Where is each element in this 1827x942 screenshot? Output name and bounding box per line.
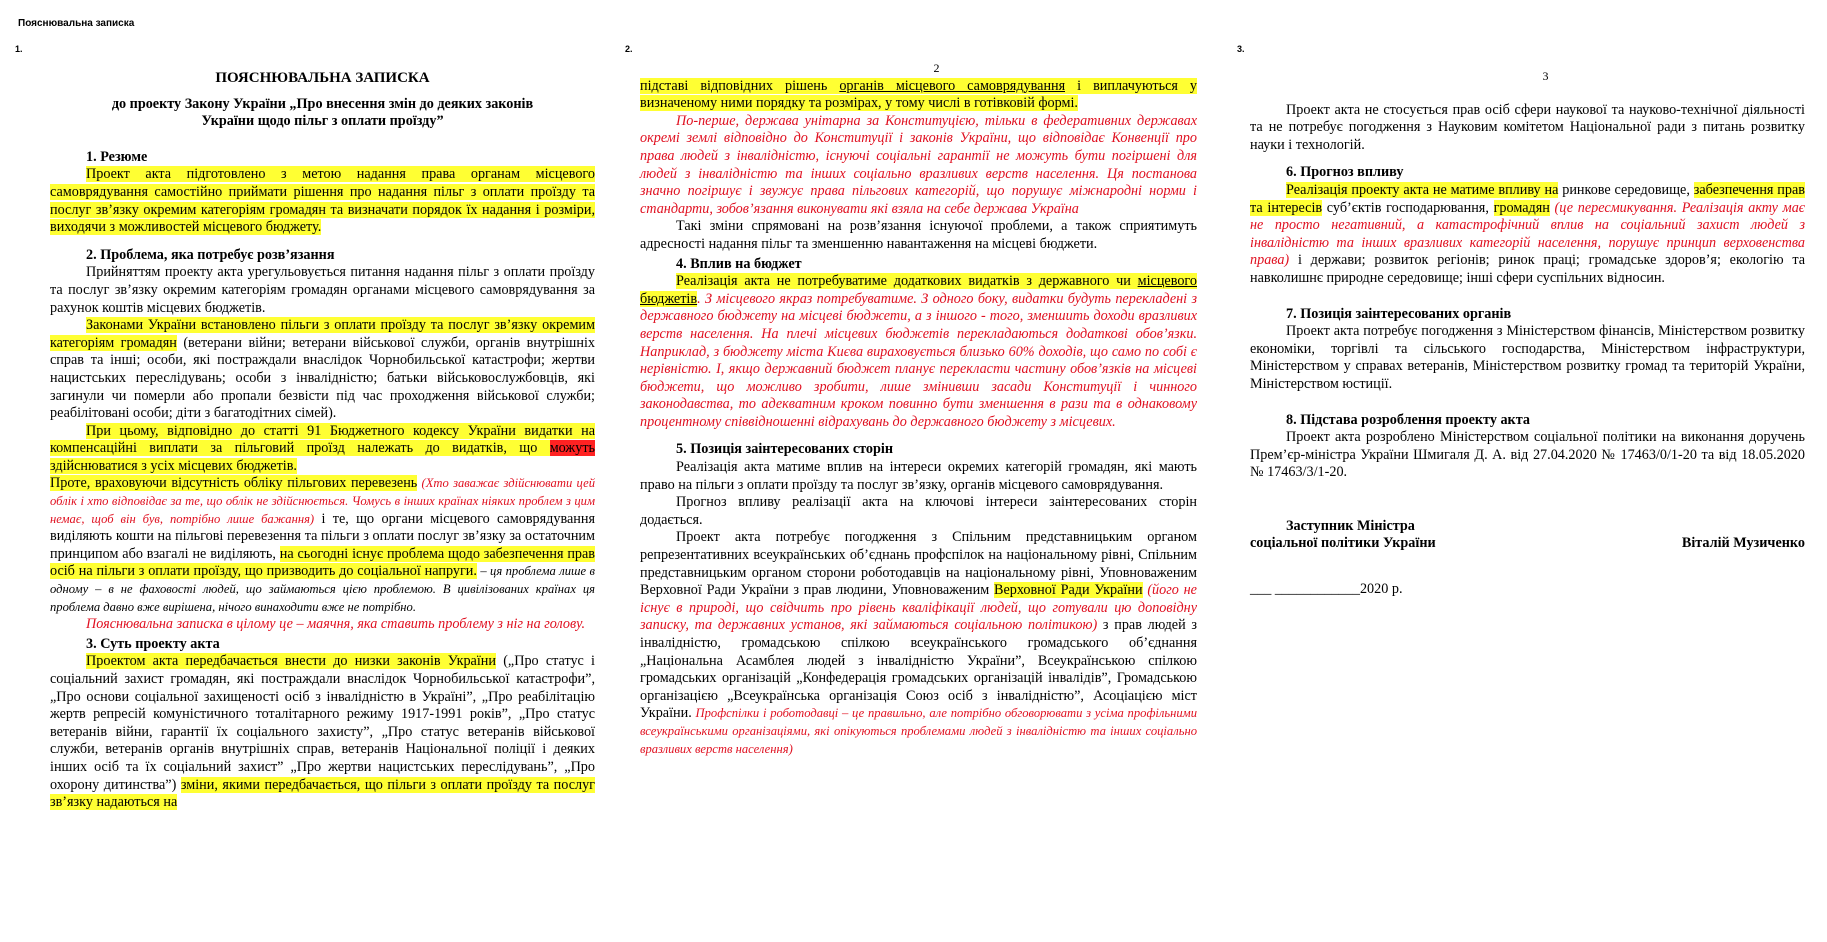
section-heading: 3. Суть проекту акта: [86, 635, 220, 652]
paragraph: Проект акта потребує погодження з Міністерством фінансів, Міністерством розвитку економіки, торгівлі та сільського господарства, Міністерством інфраструктури, Міністерством у справах ветеранів, Міністерством розвитку громад та територій України, Міністерством юстиції.: [1250, 323, 1805, 392]
page-number: 3: [1542, 69, 1549, 83]
signatory-name: Віталій Музиченко: [1681, 535, 1805, 552]
page-3: [1250, 68, 1805, 599]
paragraph: Такі зміни спрямовані на розв’язання існуючої проблеми, а також сприятимуть адресності надання пільг та зменшенню навантаження на місцеві бюджети.: [640, 218, 1197, 252]
page-1: [50, 70, 595, 812]
paragraph: Проект акта розроблено Міністерством соціальної політики на виконання доручень Прем’єр-міністра України Шмигаля Д. А. від 27.04.2020 № 17463/0/1-20 та від 18.05.2020 № 17463/3/1-20.: [1250, 429, 1805, 481]
document-title: Пояснювальна записка: [18, 18, 135, 29]
section-heading: 2. Проблема, яка потребує розв’язання: [86, 246, 335, 263]
signature-title: Заступник Міністра: [1286, 517, 1415, 534]
signature-row: [1250, 535, 1805, 553]
section-heading: 6. Прогноз впливу: [1286, 164, 1404, 181]
paragraph: Прогноз впливу реалізації акта на ключові інтереси заінтересованих сторін додається.: [640, 494, 1197, 528]
page-marker-2: 2.: [625, 44, 633, 54]
date-line: ___ ____________2020 р.: [1250, 581, 1403, 598]
comment-note: По-перше, держава унітарна за Конституцією, тільки в федеративних державах окремі землі відповідно до Конституції і законів України, що відповідає Конвенції про права людей з інвалідністю, існуючі соціальні гарантії не можуть бути погіршені для людей з інвалідністю та інших соціально вразливих верств населення. Ця постанова значно погіршує і звужує права пільгових категорій, що порушує міжнародні норми і стандарти, зобов’язання виконувати які взяла на себе держава Україна: [640, 112, 1197, 217]
signature-position: соціальної політики України: [1250, 535, 1436, 552]
section-heading: 5. Позиція заінтересованих сторін: [676, 441, 894, 458]
page-2: [640, 60, 1197, 758]
paragraph: Прийняттям проекту акта урегульовується питання надання пільг з оплати проїзду та послуг зв’язку окремим категоріям громадян органами місцевого самоврядування за рахунок коштів місцевих бюджетів.: [50, 264, 595, 316]
page-title: ПОЯСНЮВАЛЬНА ЗАПИСКА: [215, 70, 430, 86]
page-marker-3: 3.: [1237, 44, 1245, 54]
paragraph: Реалізація проекту акта не матиме впливу на ринкове середовище, забезпечення прав та інтересів суб’єктів господарювання, громадян (це пересмикування. Реалізація акту має не просто негативний, а катастрофічний вплив на соціальний захист людей з інвалідністю та інших вразливих категорій населення, порушує принцип верховенства права) і держави; розвиток регіонів; ринок праці; громадське здоров’я; екологію та навколишнє природне середовище; інші сфери суспільних відносин.: [1250, 181, 1805, 286]
page-subtitle: до проекту Закону України „Про внесення змін до деяких законів України щодо пільг з оплати проїзду”: [111, 95, 534, 130]
paragraph: Реалізація акта матиме вплив на інтереси окремих категорій громадян, які мають право на пільги з оплати проїзду та послуг зв’язку, органів місцевого самоврядування.: [640, 459, 1197, 493]
paragraph: Реалізація акта не потребуватиме додаткових видатків з державного чи місцевого бюджетів. З місцевого якраз потребуватиме. З одного боку, видатки будуть перекладені з державного бюджету на місцеві бюджети, а з іншого - того, зменшить доходи вразливих верств населення. На плечі місцевих бюджетів перекладаються додаткові обов’язки. Наприклад, з бюджету міста Києва вираховується близько 60% доходів, що само по собі є нерівністю. І, якщо державний бюджет планує перекласти частину обов’язків на місцеві бюджети, що можливо зробити, лише змінивши засади Конституції і чинного законодавства, то адекватним кроком повинно бути зменшення в рази та в однаковому процентному співвідношенні відрахувань до державного бюджету з місцевих.: [640, 273, 1197, 430]
comment-note: Пояснювальна записка в цілому це – маячня, яка ставить проблему з ніг на голову.: [86, 616, 586, 633]
paragraph: Проект акта не стосується прав осіб сфери наукової та науково-технічної діяльності та не потребує погодження з Науковим комітетом Національної ради з питань розвитку науки і технологій.: [1250, 101, 1805, 153]
section-heading: 8. Підстава розроблення проекту акта: [1286, 411, 1530, 428]
paragraph: Законами України встановлено пільги з оплати проїзду та послуг зв’язку окремим категоріям громадян (ветерани війни; ветерани військової служби, органів внутрішніх справ та інші; особи, які постраждали внаслідок Чорнобильської катастрофи; жертви нацистських переслідувань; особи з інвалідністю; батьки військовослужбовців, які загинули чи померли або пропали безвісти під час проходження військової служби; реабілітовані особи; діти з багатодітних сімей).: [50, 317, 595, 422]
paragraph: Проект акта підготовлено з метою надання права органам місцевого самоврядування самостійно приймати рішення про надання пільг з оплати проїзду та послуг зв’язку окремим категоріям громадян та визначати порядок їх надання і розміри, виходячи з можливостей місцевого бюджету.: [50, 166, 595, 236]
page-marker-1: 1.: [15, 44, 23, 54]
section-heading: 1. Резюме: [86, 148, 148, 165]
paragraph: Проект акта потребує погодження з Спільним представницьким органом репрезентативних всеукраїнських об’єднань профспілок на національному рівні, Спільним представницьким органом сторони роботодавців на національному рівні, Уповноваженим Верховної Ради України з прав людини, Уповноваженим Верховної Ради України (його не існує в природі, що свідчить про рівень кваліфікації людей, що готували цю доповідну записку, та державних установ, які займаються соціальною політикою) з прав людей з інвалідністю, громадською спілкою всеукраїнського громадського об’єднання „Національна Асамблея людей з інвалідністю України”, Всеукраїнською спілкою громадських організацій „Конфедерація громадських організацій інвалідів”, Громадською організацією „Всеукраїнська організація Союз осіб з інвалідністю”, Асоціацією міст України. Профспілки і роботодавці – це правильно, але потрібно обговорювати з усіма профільними всеукраїнськими організаціями, які опікуються проблемами людей з інвалідністю та інших соціально вразливих верств населення): [640, 529, 1197, 756]
paragraph: При цьому, відповідно до статті 91 Бюджетного кодексу України видатки на компенсаційні виплати за пільговий проїзд належать до видатків, що можуть здійснюватися з усіх місцевих бюджетів.: [50, 422, 595, 474]
paragraph: підставі відповідних рішень органів місцевого самоврядування і виплачуються у визначеному ними порядку та розмірах, у тому числі в готівковій формі.: [640, 77, 1197, 112]
page-number: 2: [933, 61, 940, 75]
paragraph: Проте, враховуючи відсутність обліку пільгових перевезень (Хто заважає здійснювати цей облік і хто відповідає за те, що облік не здійснюється. Чомусь в інших країнах ніяких проблем з цим немає, щоб він був, потрібно лише бажання) і те, що органи місцевого самоврядування виділяють кошти на пільгові перевезення та пільги з оплати послуг зв’язку за остаточним принципом або взагалі не виділяють, на сьогодні існує проблема щодо забезпечення прав осіб на пільги з оплати проїзду, що призводить до соціальної напруги. – ця проблема лише в одному – в не фаховості людей, що займаються цією проблемою. В цивілізованих країнах ця проблема давно вже вирішена, нічого винаходити вже не потрібно.: [50, 475, 595, 614]
paragraph: Проектом акта передбачається внести до низки законів України („Про статус і соціальний захист громадян, які постраждали внаслідок Чорнобильської катастрофи”, „Про основи соціальної захищеності осіб з інвалідністю в Україні”, „Про реабілітацію жертв репресій комуністичного тоталітарного режиму 1917-1991 років”, „Про статус ветеранів війни, гарантії їх соціального захисту”, „Про статус ветеранів військової служби, ветеранів органів внутрішніх справ, ветеранів Національної поліції і деяких інших осіб та їх соціальний захист” „Про жертви нацистських переслідувань”, „Про охорону дитинства”) зміни, якими передбачається, що пільги з оплати проїзду та послуг зв’язку надаються на: [50, 653, 595, 811]
section-heading: 4. Вплив на бюджет: [676, 255, 802, 272]
section-heading: 7. Позиція заінтересованих органів: [1286, 305, 1512, 322]
